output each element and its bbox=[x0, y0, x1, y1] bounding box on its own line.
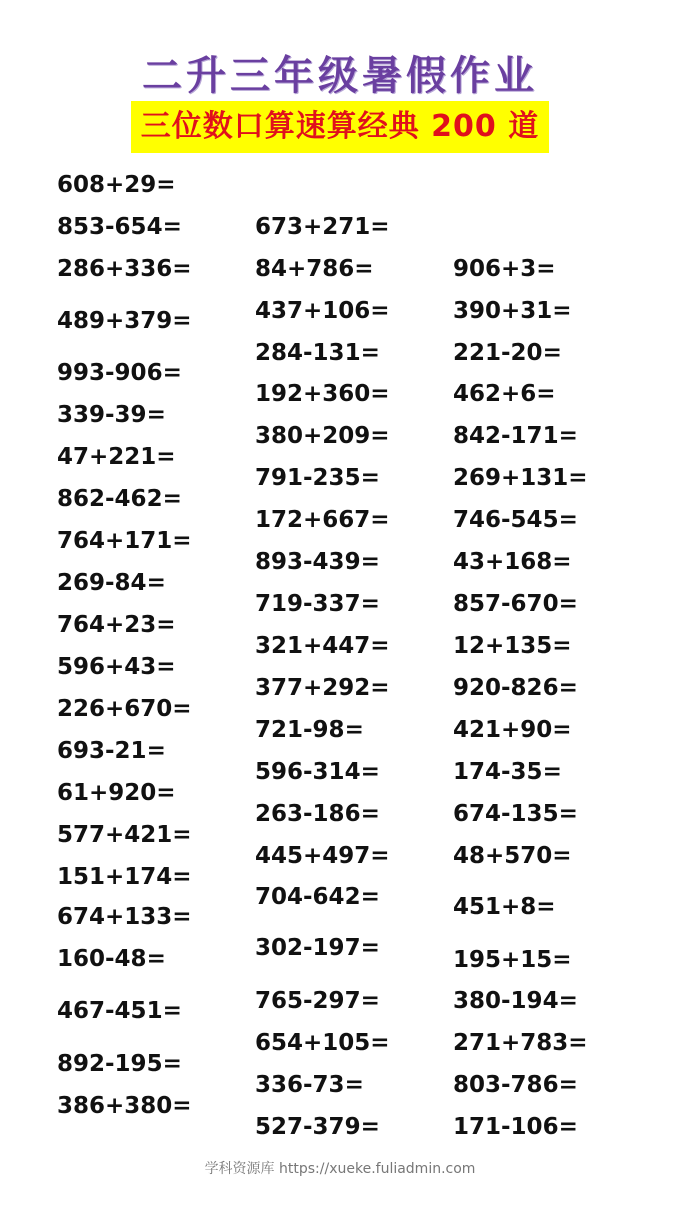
problem-item: 719-337= bbox=[255, 591, 380, 617]
problem-item: 302-197= bbox=[255, 935, 380, 961]
subtitle: 三位数口算速算经典 200 道 bbox=[140, 109, 540, 144]
problem-item: 160-48= bbox=[57, 946, 166, 972]
problem-item: 654+105= bbox=[255, 1030, 390, 1056]
problem-item: 765-297= bbox=[255, 988, 380, 1014]
problem-item: 271+783= bbox=[453, 1030, 588, 1056]
problem-item: 704-642= bbox=[255, 884, 380, 910]
problem-item: 171-106= bbox=[453, 1114, 578, 1140]
problem-item: 380-194= bbox=[453, 988, 578, 1014]
problem-item: 467-451= bbox=[57, 998, 182, 1024]
problem-item: 673+271= bbox=[255, 214, 390, 240]
problem-item: 43+168= bbox=[453, 549, 572, 575]
problem-item: 674+133= bbox=[57, 904, 192, 930]
problem-item: 172+667= bbox=[255, 507, 390, 533]
problem-item: 12+135= bbox=[453, 633, 572, 659]
problem-item: 339-39= bbox=[57, 402, 166, 428]
source-footer: 学科资源库 https://xueke.fuliadmin.com bbox=[204, 1161, 476, 1177]
problem-item: 993-906= bbox=[57, 360, 182, 386]
problem-item: 221-20= bbox=[453, 340, 562, 366]
problem-item: 380+209= bbox=[255, 423, 390, 449]
problem-item: 803-786= bbox=[453, 1072, 578, 1098]
page-title: 二升三年级暑假作业 bbox=[142, 52, 538, 99]
problem-item: 377+292= bbox=[255, 675, 390, 701]
problem-item: 462+6= bbox=[453, 381, 556, 407]
problem-item: 721-98= bbox=[255, 717, 364, 743]
problem-item: 226+670= bbox=[57, 696, 192, 722]
problem-item: 906+3= bbox=[453, 256, 556, 282]
problem-item: 693-21= bbox=[57, 738, 166, 764]
problem-item: 47+221= bbox=[57, 444, 176, 470]
problem-item: 596-314= bbox=[255, 759, 380, 785]
problem-item: 437+106= bbox=[255, 298, 390, 324]
problem-item: 284-131= bbox=[255, 340, 380, 366]
problem-item: 269-84= bbox=[57, 570, 166, 596]
problem-item: 386+380= bbox=[57, 1093, 192, 1119]
problem-item: 857-670= bbox=[453, 591, 578, 617]
problem-item: 489+379= bbox=[57, 308, 192, 334]
problem-item: 674-135= bbox=[453, 801, 578, 827]
problem-item: 892-195= bbox=[57, 1051, 182, 1077]
problem-item: 263-186= bbox=[255, 801, 380, 827]
problem-item: 321+447= bbox=[255, 633, 390, 659]
problem-item: 577+421= bbox=[57, 822, 192, 848]
problem-item: 527-379= bbox=[255, 1114, 380, 1140]
problem-item: 336-73= bbox=[255, 1072, 364, 1098]
problem-item: 61+920= bbox=[57, 780, 176, 806]
problem-item: 791-235= bbox=[255, 465, 380, 491]
problem-item: 174-35= bbox=[453, 759, 562, 785]
problem-item: 151+174= bbox=[57, 864, 192, 890]
problem-item: 862-462= bbox=[57, 486, 182, 512]
problem-item: 451+8= bbox=[453, 894, 556, 920]
problem-item: 596+43= bbox=[57, 654, 176, 680]
problem-item: 84+786= bbox=[255, 256, 374, 282]
problem-item: 764+171= bbox=[57, 528, 192, 554]
problem-item: 842-171= bbox=[453, 423, 578, 449]
problem-item: 269+131= bbox=[453, 465, 588, 491]
problem-item: 445+497= bbox=[255, 843, 390, 869]
problem-item: 920-826= bbox=[453, 675, 578, 701]
problem-item: 764+23= bbox=[57, 612, 176, 638]
problem-item: 853-654= bbox=[57, 214, 182, 240]
problem-item: 286+336= bbox=[57, 256, 192, 282]
problem-item: 608+29= bbox=[57, 172, 176, 198]
problem-item: 893-439= bbox=[255, 549, 380, 575]
problem-item: 746-545= bbox=[453, 507, 578, 533]
problem-item: 48+570= bbox=[453, 843, 572, 869]
problem-item: 195+15= bbox=[453, 947, 572, 973]
problem-item: 390+31= bbox=[453, 298, 572, 324]
problem-item: 421+90= bbox=[453, 717, 572, 743]
problem-item: 192+360= bbox=[255, 381, 390, 407]
subtitle-banner bbox=[131, 101, 549, 153]
